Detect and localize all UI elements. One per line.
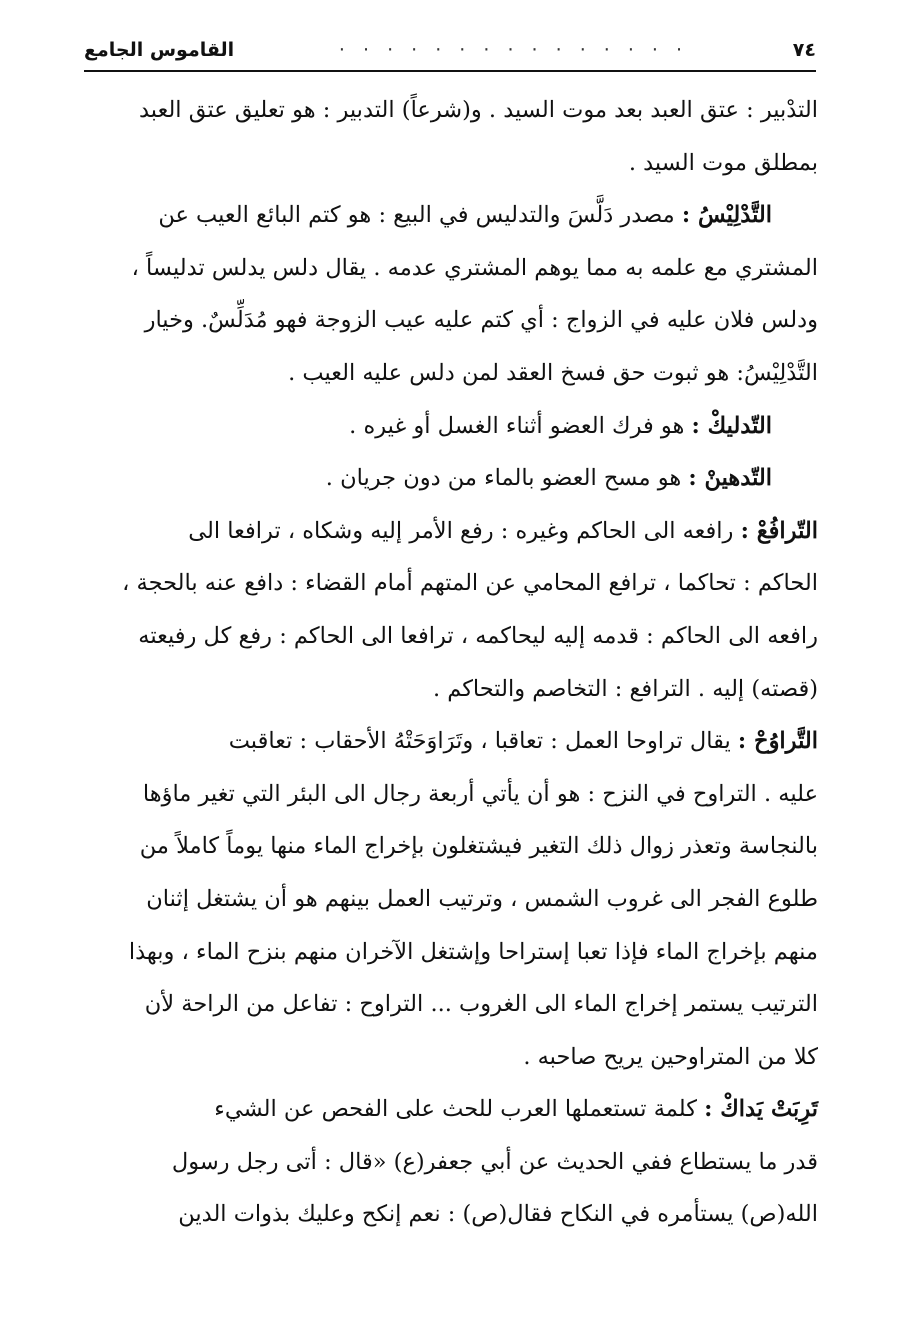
entry-first-line (82, 715, 818, 768)
text-line: رافعه الى الحاكم : قدمه إليه ليحاكمه ، ترافعا الى الحاكم : رفع كل رفيعته (138, 622, 818, 649)
entry-tadheen (82, 452, 818, 505)
book-title: القاموس الجامع (84, 39, 235, 61)
entry-taribat-yadaak (82, 1083, 818, 1241)
entry-term: التَّراوُحْ : (737, 728, 818, 755)
entry-first-line (82, 452, 818, 505)
entry-tadbir (82, 84, 818, 189)
text-line: هو مسح العضو بالماء من دون جريان . (325, 465, 682, 492)
entry-term: التَّدْلِيْسُ : (681, 202, 772, 229)
text-line: الترتيب يستمر إخراج الماء الى الغروب ... التراوح : تفاعل من الراحة لأن (144, 991, 818, 1018)
text-line: (قصته) إليه . الترافع : التخاصم والتحاكم . (432, 675, 818, 702)
entry-first-line (82, 1083, 818, 1136)
text-line: التدْبير : عتق العبد بعد موت السيد . و(شرعاً) التدبير : هو تعليق عتق العبد (138, 97, 818, 123)
entry-term: التّدهينْ : (688, 465, 772, 492)
text-line: هو فرك العضو أثناء الغسل أو غيره . (349, 412, 685, 439)
entry-term: تَرِبَتْ يَداكْ : (704, 1096, 818, 1123)
text-line: بمطلق موت السيد . (628, 149, 818, 176)
entry-first-line (82, 505, 818, 558)
text-line: عليه . التراوح في النزح : هو أن يأتي أربعة رجال الى البئر التي تغير ماؤها (142, 780, 818, 807)
text-line: يقال تراوحا العمل : تعاقبا ، وتَرَاوَحَتْهُ الأحقاب : تعاقبت (228, 728, 731, 755)
entry-tadleek (82, 400, 818, 453)
text-line: رافعه الى الحاكم وغيره : رفع الأمر إليه وشكاه ، ترافعا الى (188, 517, 734, 544)
entry-term: التّدليكْ : (691, 412, 772, 439)
entry-taraafu (82, 505, 818, 715)
entry-first-line (82, 189, 818, 242)
entry-first-line (82, 400, 818, 453)
text-line: مصدر دَلَّسَ والتدليس في البيع : هو كتم البائع العيب عن (158, 202, 675, 229)
text-line: الله(ص) يستأمره في النكاح فقال(ص) : نعم إنكح وعليك بذوات الدين (178, 1201, 818, 1228)
page-number: ٧٤ (792, 39, 816, 61)
text-line: قدر ما يستطاع ففي الحديث عن أبي جعفر(ع) «قال : أتى رجل رسول (171, 1148, 818, 1175)
text-line: المشتري مع علمه به مما يوهم المشتري عدمه . يقال دلس يدلس تدليساً ، (131, 254, 818, 281)
text-line: الحاكم : تحاكما ، ترافع المحامي عن المتهم أمام القضاء : دافع عنه بالحجة ، (122, 570, 818, 597)
text-line: كلمة تستعملها العرب للحث على الفحص عن الشيء (214, 1096, 697, 1123)
dictionary-text (82, 84, 818, 1241)
entry-term: التّرافُعْ : (740, 517, 818, 544)
text-line: منهم بإخراج الماء فإذا تعبا إستراحا وإشتغل الآخران منهم بنزح الماء ، وبهذا (128, 938, 818, 965)
text-line: بالنجاسة وتعذر زوال ذلك التغير فيشتغلون بإخراج الماء منها يوماً كاملاً من (139, 833, 818, 860)
entry-taraawuh (82, 715, 818, 1083)
text-line: ودلس فلان عليه في الزواج : أي كتم عليه عيب الزوجة فهو مُدَلِّسٌ. وخيار (144, 307, 818, 334)
running-header (84, 30, 816, 72)
text-line: كلا من المتراوحين يريح صاحبه . (523, 1043, 818, 1070)
text-line: طلوع الفجر الى غروب الشمس ، وترتيب العمل بينهم هو أن يشتغل إثنان (146, 885, 818, 912)
text-line: التَّدْلِيْسُ: هو ثبوت حق فسخ العقد لمن دلس عليه العيب . (288, 359, 818, 386)
dot-leader: · · · · · · · · · · · · · · · (338, 39, 689, 61)
entry-tadlees (82, 189, 818, 399)
